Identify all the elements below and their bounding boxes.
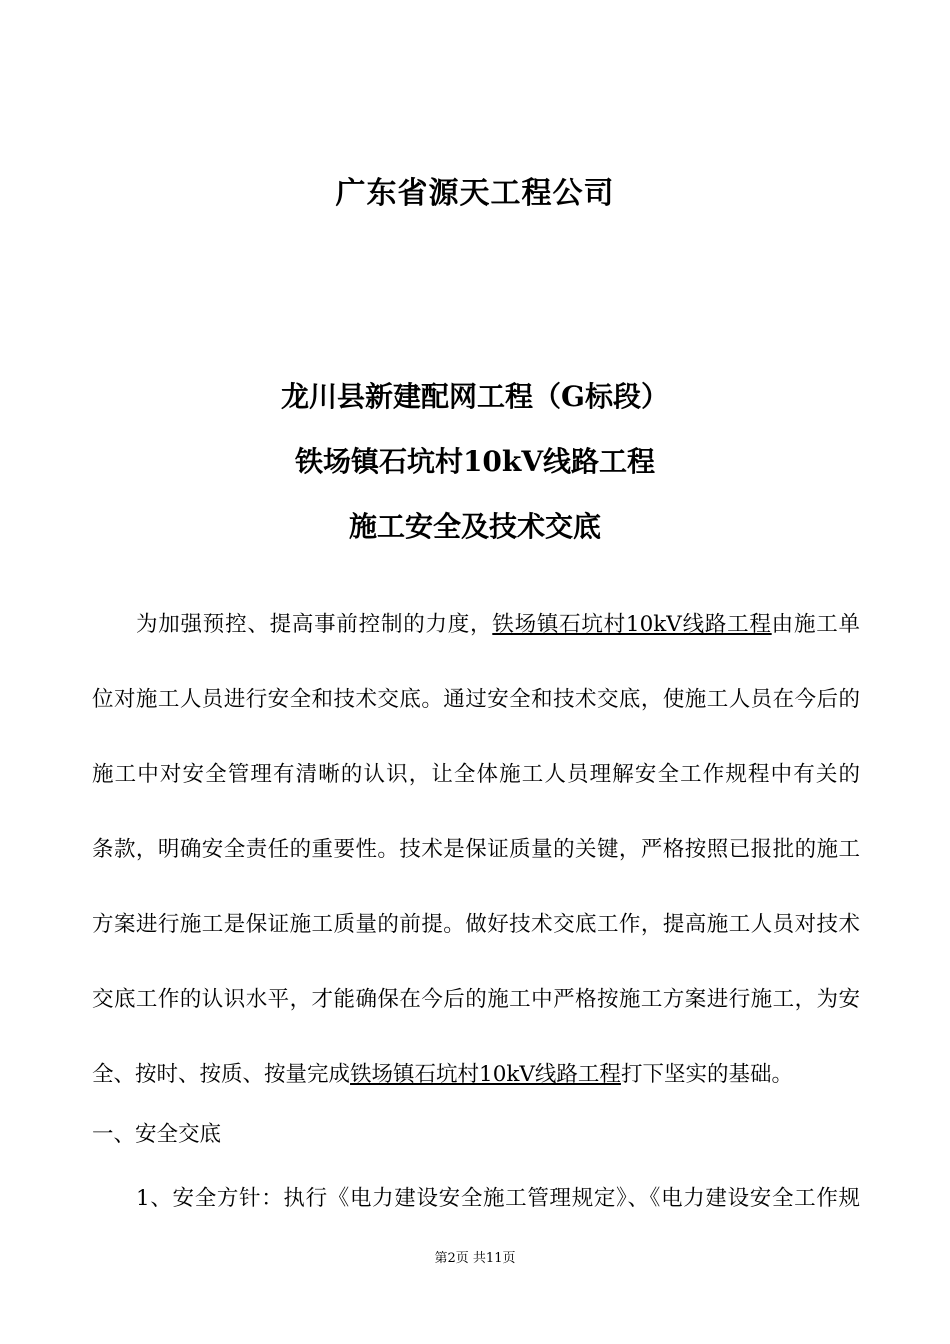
page-footer: 第2页 共11页 [434, 1251, 516, 1266]
document-title: 施工安全及技术交底 [348, 510, 601, 543]
intro-line-7 [92, 1060, 860, 1090]
intro-text: 全、按时、按质、按量完成 [92, 1062, 351, 1087]
intro-text: 由施工单 [771, 612, 860, 637]
sub-project-title: 铁场镇石坑村10kV线路工程 [294, 445, 656, 478]
project-name-underlined: 铁场镇石坑村10kV线路工程 [350, 1062, 621, 1087]
section-heading: 一、安全交底 [92, 1122, 222, 1147]
safety-item-1: 1、安全方针：执行《电力建设安全施工管理规定》、《电力建设安全工作规 [136, 1186, 860, 1211]
intro-line-4: 条款，明确安全责任的重要性。技术是保证质量的关键，严格按照已报批的施工 [92, 837, 860, 862]
project-name-underlined: 铁场镇石坑村10kV线路工程 [492, 612, 772, 637]
intro-text: 打下坚实的基础。 [620, 1062, 793, 1087]
intro-line-3: 施工中对安全管理有清晰的认识，让全体施工人员理解安全工作规程中有关的 [92, 762, 860, 787]
intro-line-6: 交底工作的认识水平，才能确保在今后的施工中严格按施工方案进行施工，为安 [92, 987, 860, 1012]
intro-line-5: 方案进行施工是保证施工质量的前提。做好技术交底工作，提高施工人员对技术 [92, 912, 860, 937]
project-title: 龙川县新建配网工程（G标段） [281, 380, 669, 413]
company-name: 广东省源天工程公司 [335, 176, 615, 211]
intro-text: 为加强预控、提高事前控制的力度， [136, 612, 493, 637]
intro-line-1 [136, 610, 860, 640]
intro-line-2: 位对施工人员进行安全和技术交底。通过安全和技术交底，使施工人员在今后的 [92, 687, 860, 712]
